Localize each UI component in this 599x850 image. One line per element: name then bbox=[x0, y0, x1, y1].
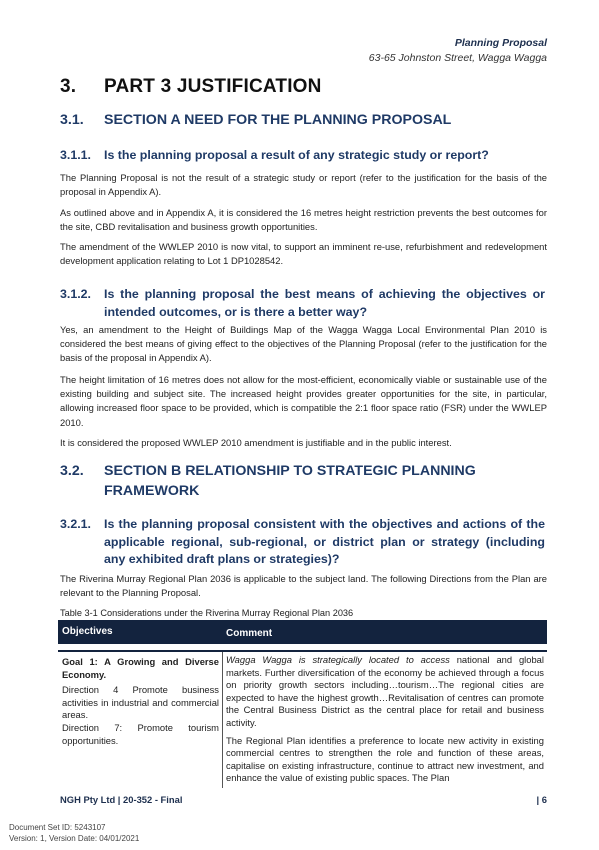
comment-text: national and global markets. Further diversification of the economy be achieved through a focus on priority growth sectors including…tourism…The regional cities are expected to have the highest growth…Revitalisation of centres can promote the Central Business District as the central place for retail and business activity. bbox=[226, 654, 544, 728]
paragraph: The Riverina Murray Regional Plan 2036 is applicable to the subject land. The following Directions from the Plan are relevant to the Planning Proposal. bbox=[60, 573, 547, 599]
paragraph: The amendment of the WWLEP 2010 is now vital, to support an imminent re-use, refurbishment and redevelopment development application relating to Lot 1 DP1028542. bbox=[60, 241, 547, 267]
section-a-number: 3.1. bbox=[60, 112, 84, 128]
goal-text: Goal 1: A Growing and Diverse Economy. bbox=[62, 656, 219, 680]
comment-paragraph-2: The Regional Plan identifies a preference to locate new activity in existing commercial centres to strengthen the role and function of these areas, capitalise on existing infrastructure, continue to attract new investment, and enhance the value of existing public spaces. The Plan bbox=[226, 734, 544, 784]
page-number: | 6 bbox=[536, 794, 547, 805]
footer-company: NGH Pty Ltd | 20-352 - Final bbox=[60, 794, 183, 805]
question-3-1-1-number: 3.1.1. bbox=[60, 148, 92, 162]
question-3-2-1-title: Is the planning proposal consistent with the objectives and actions of the applicable regional, sub-regional, or district plan or strategy (including any exhibited draft plans or strategies)? bbox=[104, 517, 545, 566]
table-caption: Table 3-1 Considerations under the Riverina Murray Regional Plan 2036 bbox=[60, 608, 354, 618]
objectives-cell bbox=[62, 656, 219, 747]
page-header bbox=[369, 36, 547, 66]
header-address: 63-65 Johnston Street, Wagga Wagga bbox=[368, 52, 547, 64]
part-heading bbox=[60, 76, 322, 98]
section-a-title: SECTION A NEED FOR THE PLANNING PROPOSAL bbox=[104, 112, 452, 128]
question-3-1-2-number: 3.1.2. bbox=[60, 287, 92, 301]
paragraph: Yes, an amendment to the Height of Buildings Map of the Wagga Wagga Local Environmental Plan 2010 is considered the best means of giving effect to the objectives of the Planning Proposal (refer to the justification for the basis of the proposal in Appendix A). bbox=[60, 324, 547, 364]
question-3-1-1-title: Is the planning proposal a result of any strategic study or report? bbox=[104, 148, 489, 162]
section-b-number: 3.2. bbox=[60, 463, 84, 479]
document-version: Version: 1, Version Date: 04/01/2021 bbox=[9, 833, 140, 843]
paragraph: It is considered the proposed WWLEP 2010 amendment is justifiable and in the public interest. bbox=[60, 437, 452, 448]
part-title: PART 3 JUSTIFICATION bbox=[104, 76, 322, 97]
direction-7-text: Direction 7: Promote tourism opportunities. bbox=[62, 721, 219, 746]
document-stamp bbox=[9, 823, 139, 844]
comment-italic-text: Wagga Wagga is strategically located to access bbox=[226, 654, 450, 665]
document-set-id: Document Set ID: 5243107 bbox=[9, 823, 106, 832]
question-3-2-1-number: 3.2.1. bbox=[60, 517, 92, 531]
column-divider bbox=[222, 652, 223, 788]
comment-paragraph bbox=[226, 654, 544, 730]
part-number: 3. bbox=[60, 76, 77, 97]
column-header-objectives: Objectives bbox=[62, 626, 113, 637]
paragraph: As outlined above and in Appendix A, it is considered the 16 metres height restriction prevents the best outcomes for the site, CBD revitalisation and business growth opportunities. bbox=[60, 207, 547, 233]
comment-cell bbox=[226, 654, 544, 785]
considerations-table bbox=[58, 620, 547, 788]
table-divider bbox=[58, 650, 547, 652]
paragraph: The Planning Proposal is not the result of a strategic study or report (refer to the justification for the basis of the proposal in Appendix A). bbox=[60, 172, 547, 198]
section-b-title: SECTION B RELATIONSHIP TO STRATEGIC PLANNING FRAMEWORK bbox=[104, 463, 476, 499]
table-header-row bbox=[58, 620, 547, 644]
paragraph: The height limitation of 16 metres does not allow for the most-efficient, economically viable or sustainable use of the existing building and subject site. The increased height provides greater opportunities for the site, in particular, allowing increased floor space to be provided, which is compatible the 2:1 floor space ratio (FSR) under the WWLEP 2010. bbox=[60, 374, 547, 428]
question-3-1-2-title: Is the planning proposal the best means of achieving the objectives or intended outcomes, or is there a better way? bbox=[104, 287, 545, 319]
column-header-comment: Comment bbox=[226, 628, 273, 639]
header-title: Planning Proposal bbox=[454, 37, 547, 49]
direction-4-text: Direction 4 Promote business activities in industrial and commercial areas. bbox=[62, 684, 219, 721]
